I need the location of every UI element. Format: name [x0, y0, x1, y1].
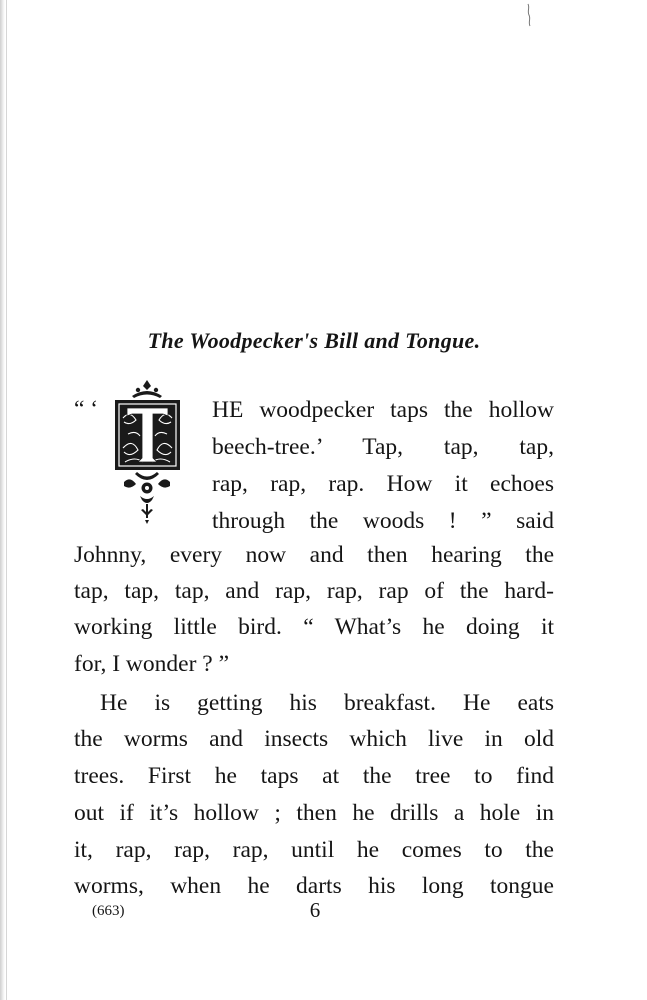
text-line: beech-tree.’ Tap, tap, tap,: [212, 434, 554, 460]
printer-signature: (663): [92, 903, 125, 919]
text-line: worms, when he darts his long tongue: [74, 873, 554, 899]
text-line: working little bird. “ What’s he doing it: [74, 614, 554, 640]
text-line: rap, rap, rap. How it echoes: [212, 471, 554, 497]
text-line: through the woods ! ” said: [212, 508, 554, 534]
dropcap-ornament: [110, 378, 185, 530]
text-line: it, rap, rap, rap, until he comes to the: [74, 837, 554, 863]
opening-quote: “ ‘: [74, 396, 99, 422]
text-line: for, I wonder ? ”: [74, 651, 229, 677]
text-line: out if it’s hollow ; then he drills a hole in: [74, 800, 554, 826]
book-spine-shadow: [0, 0, 5, 1000]
text-line: He is getting his breakfast. He eats: [100, 690, 554, 716]
text-line: tap, tap, tap, and rap, rap, rap of the hard-: [74, 578, 554, 604]
text-line: the worms and insects which live in old: [74, 726, 554, 752]
text-line: trees. First he taps at the tree to find: [74, 763, 554, 789]
text-line: Johnny, every now and then hearing the: [74, 542, 554, 568]
book-spine-edge: [6, 0, 7, 1000]
page-number: 6: [309, 898, 321, 922]
page-title: The Woodpecker's Bill and Tongue.: [147, 328, 481, 353]
text-line: HE woodpecker taps the hollow: [212, 397, 554, 423]
paper-mark-icon: [522, 2, 536, 28]
